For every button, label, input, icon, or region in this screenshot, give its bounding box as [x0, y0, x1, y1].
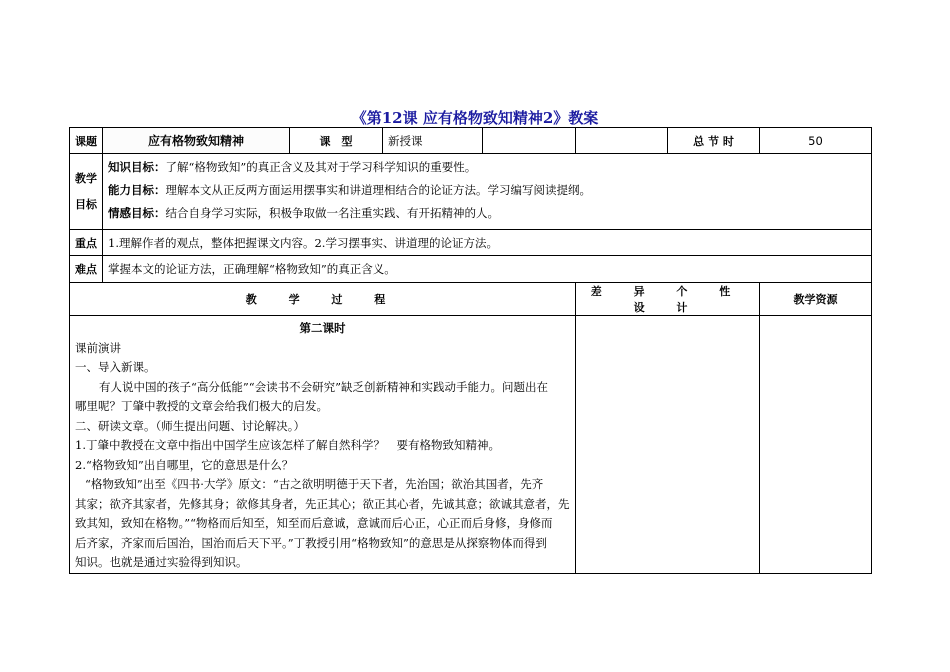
topic-value: 应有格物致知精神: [103, 128, 290, 154]
goals-label-line2: 目标: [75, 197, 97, 211]
process-content: [70, 316, 576, 574]
resources-content: [760, 316, 872, 574]
process-line: 知识。也就是通过实验得到知识。: [75, 555, 248, 569]
difficulty-label: 难点: [70, 256, 103, 283]
difference-column-header: 差 异 个 性 设 计: [590, 285, 745, 314]
document-title: 《第12课 应有格物致知精神2》教案: [351, 109, 599, 127]
process-line: 课前演讲: [75, 340, 121, 355]
difficulty-text: 掌握本文的论证方法，正确理解“格物致知”的真正含义。: [103, 256, 872, 283]
lesson-plan-table: [69, 127, 872, 574]
hours-label: 总 节 时: [668, 128, 760, 154]
column-header-row: [70, 283, 872, 316]
key-point-text: 1.理解作者的观点，整体把握课文内容。2.学习摆事实、讲道理的论证方法。: [103, 230, 872, 256]
process-line: 致其知，致知在格物。”“物格而后知至，知至而后意诚，意诚而后心正，心正而后身修，身修而: [75, 516, 553, 530]
process-column-header: 教 学 过 程: [245, 293, 400, 306]
process-line: 哪里呢？丁肇中教授的文章会给我们极大的启发。: [75, 399, 328, 413]
key-point-label: 重点: [70, 230, 103, 256]
goals-label-line1: 教学: [75, 171, 97, 185]
goal-emotion: 情感目标：结合自身学习实际，积极争取做一名注重实践、有开拓精神的人。: [108, 206, 499, 220]
process-row: [70, 316, 872, 574]
process-line: 一、导入新课。: [75, 360, 156, 374]
empty-cell: [483, 128, 576, 154]
type-label: 课 型: [290, 128, 383, 154]
key-point-row: [70, 230, 872, 256]
empty-cell: [576, 128, 668, 154]
process-line: 2.“格物致知”出自哪里，它的意思是什么？: [75, 457, 294, 472]
process-line: “格物致知”出至《四书·大学》原文：“古之欲明明德于天下者，先治国；欲治其国者，先齐: [85, 477, 544, 491]
process-heading: 第二课时: [299, 321, 346, 335]
goal-ability: 能力目标：理解本文从正反两方面运用摆事实和讲道理相结合的论证方法。学习编写阅读提纲。: [108, 183, 591, 197]
process-line: 二、研读文章。（师生提出问题、讨论解决。）: [75, 418, 305, 433]
goals-label: [70, 154, 103, 230]
process-line: 1.丁肇中教授在文章中指出中国学生应该怎样了解自然科学？ 要有格物致知精神。: [75, 438, 500, 452]
process-line: 有人说中国的孩子“高分低能”“会读书不会研究”缺乏创新精神和实践动手能力。问题出在: [99, 379, 549, 394]
goal-knowledge: 知识目标：了解“格物致知”的真正含义及其对于学习科学知识的重要性。: [108, 160, 477, 174]
process-line: 后齐家，齐家而后国治，国治而后天下平。”丁教授引用“格物致知”的意思是从探察物体而得到: [75, 535, 547, 550]
goals-row: [70, 154, 872, 230]
process-line: 其家；欲齐其家者，先修其身；欲修其身者，先正其心；欲正其心者，先诚其意；欲诚其意者，先: [75, 496, 570, 511]
resources-column-header: 教学资源: [760, 283, 872, 316]
hours-value: 50: [760, 128, 872, 154]
topic-label: 课题: [70, 128, 103, 154]
goals-content: [103, 154, 872, 230]
difficulty-row: [70, 256, 872, 283]
header-row: [70, 128, 872, 154]
difference-content: [576, 316, 760, 574]
type-value: 新授课: [383, 128, 483, 154]
